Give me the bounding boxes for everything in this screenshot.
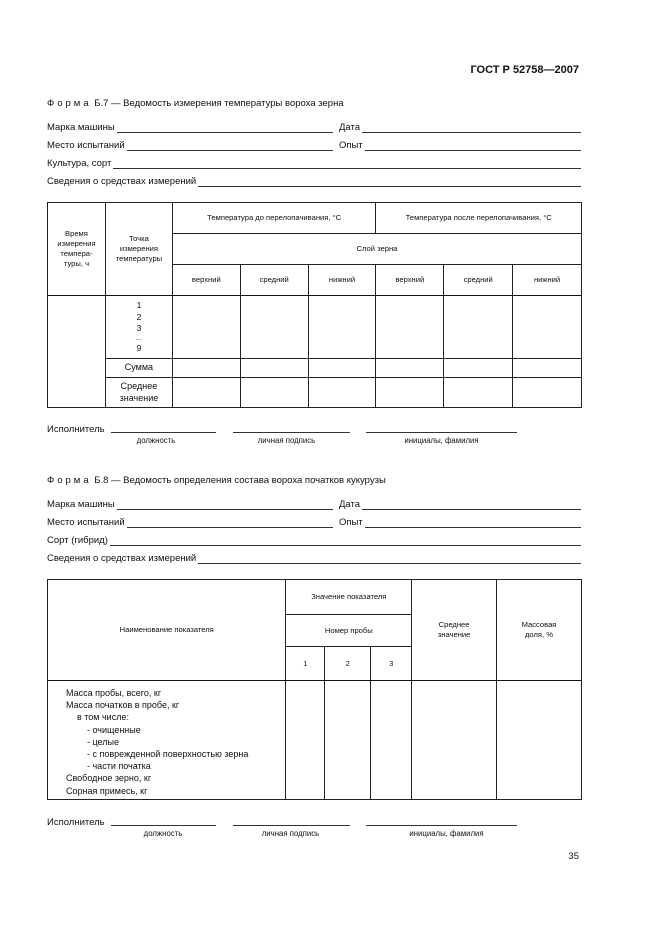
instruments-field-b8[interactable]: Сведения о средствах измерений xyxy=(47,553,581,564)
list-item: Масса пробы, всего, кг xyxy=(66,688,162,698)
value-cell[interactable] xyxy=(308,296,376,359)
form-word: Форма xyxy=(47,98,92,109)
list-item: в том числе: xyxy=(77,712,129,723)
list-item: - целые xyxy=(87,736,119,747)
col-value-header: Значение показателя xyxy=(286,580,412,615)
value-cell[interactable] xyxy=(513,378,582,408)
layer-top-before: верхний xyxy=(172,265,240,296)
value-cell[interactable] xyxy=(376,378,444,408)
machine-field[interactable]: Марка машины xyxy=(47,122,333,133)
temperature-table xyxy=(47,202,582,408)
position-caption-b7: должность xyxy=(136,436,176,445)
sign-caption-b7: личная подпись xyxy=(257,436,316,445)
corn-composition-table xyxy=(47,579,582,800)
list-item: - очищенные xyxy=(87,724,141,735)
value-cell[interactable] xyxy=(308,378,376,408)
value-cell[interactable] xyxy=(172,296,240,359)
date-field-b8[interactable]: Дата xyxy=(339,499,581,510)
list-item: Масса початков в пробе, кг xyxy=(66,700,180,711)
time-cell[interactable] xyxy=(48,296,106,408)
value-cell[interactable] xyxy=(325,681,371,800)
indicator-list xyxy=(48,681,286,800)
page-number: 35 xyxy=(568,851,579,862)
value-cell[interactable] xyxy=(240,296,308,359)
value-cell[interactable] xyxy=(444,378,513,408)
sample-1-header: 1 xyxy=(286,647,325,681)
layer-mid-after: средний xyxy=(444,265,513,296)
variety-field[interactable]: Сорт (гибрид) xyxy=(47,535,581,546)
list-item: - части початка xyxy=(87,761,151,772)
col-mean-header: Среднее значение xyxy=(412,580,497,681)
value-cell[interactable] xyxy=(286,681,325,800)
name-line-b7[interactable] xyxy=(366,424,517,433)
instruments-field[interactable]: Сведения о средствах измерений xyxy=(47,176,581,187)
col-point-header: Точка измерения температуры xyxy=(105,203,172,296)
value-cell[interactable] xyxy=(172,378,240,408)
position-line-b7[interactable] xyxy=(111,424,216,433)
value-cell[interactable] xyxy=(172,359,240,378)
layer-bot-before: нижний xyxy=(308,265,376,296)
value-cell[interactable] xyxy=(371,681,412,800)
date-field[interactable]: Дата xyxy=(339,122,581,133)
place-field[interactable]: Место испытаний xyxy=(47,140,333,151)
executor-label-b8: Исполнитель xyxy=(47,817,105,828)
value-cell[interactable] xyxy=(444,359,513,378)
value-cell[interactable] xyxy=(497,681,582,800)
form-b8-heading: Б.8 — Ведомость определения состава вороха початков кукурузы xyxy=(94,475,386,486)
sign-line-b7[interactable] xyxy=(233,424,350,433)
executor-label-b7: Исполнитель xyxy=(47,424,105,435)
sample-2-header: 2 xyxy=(325,647,371,681)
value-cell[interactable] xyxy=(513,296,582,359)
name-caption-b8: инициалы, фамилия xyxy=(409,829,484,838)
value-cell[interactable] xyxy=(376,359,444,378)
points-cell: 1 2 3 .... 9 xyxy=(105,296,172,359)
value-cell[interactable] xyxy=(240,378,308,408)
layer-header: Слой зерна xyxy=(172,234,581,265)
sign-caption-b8: личная подпись xyxy=(261,829,320,838)
name-caption-b7: инициалы, фамилия xyxy=(404,436,479,445)
layer-top-after: верхний xyxy=(376,265,444,296)
layer-bot-after: нижний xyxy=(513,265,582,296)
form-b8-title xyxy=(47,475,386,486)
form-word: Форма xyxy=(47,475,92,486)
name-line-b8[interactable] xyxy=(366,817,517,826)
list-item: Свободное зерно, кг xyxy=(66,773,152,784)
experiment-field-b8[interactable]: Опыт xyxy=(339,517,581,528)
value-cell[interactable] xyxy=(376,296,444,359)
col-name-header: Наименование показателя xyxy=(48,580,286,681)
culture-field[interactable]: Культура, сорт xyxy=(47,158,581,169)
position-line-b8[interactable] xyxy=(111,817,216,826)
col-time-header: Время измерения темпера-туры, ч xyxy=(48,203,106,296)
col-sample-header: Номер пробы xyxy=(286,615,412,647)
value-cell[interactable] xyxy=(308,359,376,378)
value-cell[interactable] xyxy=(240,359,308,378)
sample-3-header: 3 xyxy=(371,647,412,681)
standard-number: ГОСТ Р 52758—2007 xyxy=(470,64,579,76)
form-b7-title xyxy=(47,98,344,109)
col-mass-header: Массовая доля, % xyxy=(497,580,582,681)
mean-label: Среднее значение xyxy=(105,378,172,408)
group-after-header: Температура после перелопачивания, °С xyxy=(376,203,582,234)
machine-field-b8[interactable]: Марка машины xyxy=(47,499,333,510)
value-cell[interactable] xyxy=(444,296,513,359)
list-item: - с поврежденной поверхностью зерна xyxy=(87,749,249,760)
layer-mid-before: средний xyxy=(240,265,308,296)
list-item: Сорная примесь, кг xyxy=(66,785,148,796)
value-cell[interactable] xyxy=(412,681,497,800)
group-before-header: Температура до перелопачивания, °С xyxy=(172,203,376,234)
sum-label: Сумма xyxy=(105,359,172,378)
value-cell[interactable] xyxy=(513,359,582,378)
sign-line-b8[interactable] xyxy=(233,817,350,826)
position-caption-b8: должность xyxy=(143,829,183,838)
experiment-field[interactable]: Опыт xyxy=(339,140,581,151)
place-field-b8[interactable]: Место испытаний xyxy=(47,517,333,528)
form-b7-heading: Б.7 — Ведомость измерения температуры вороха зерна xyxy=(94,98,344,109)
